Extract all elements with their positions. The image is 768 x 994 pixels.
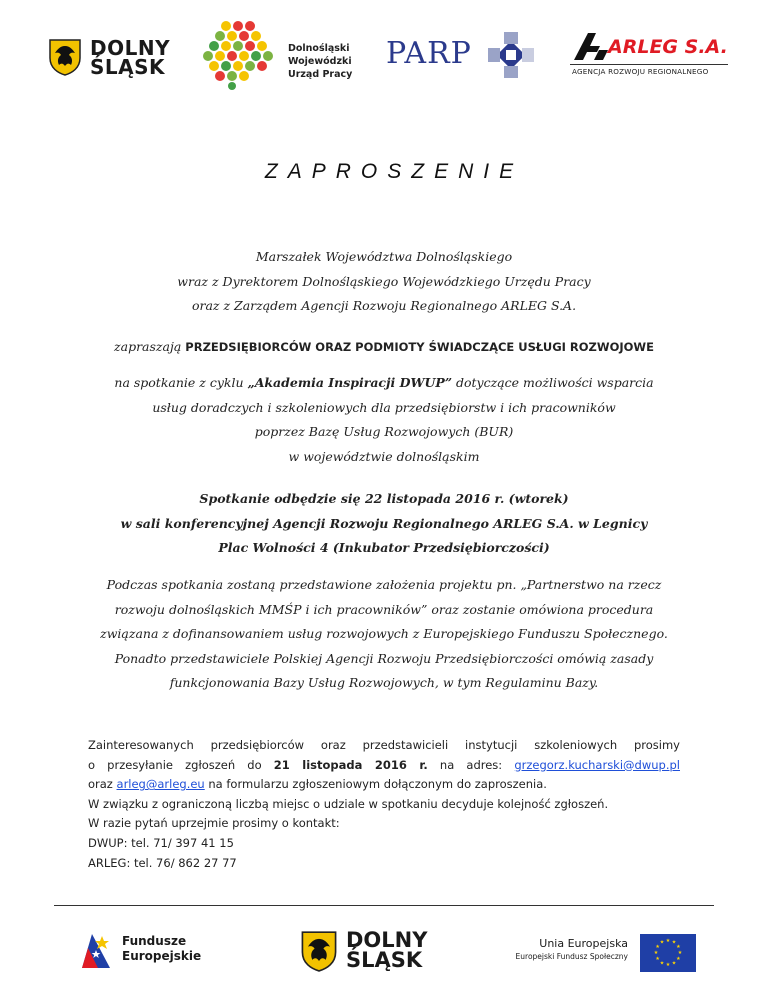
eu-line2: Europejski Fundusz Społeczny — [515, 952, 628, 961]
contact-line3-prefix: oraz — [88, 777, 117, 792]
eu-flag-icon — [640, 934, 696, 972]
description-line: Podczas spotkania zostaną przedstawione założenia projektu pn. „Partnerstwo na rzecz — [106, 577, 662, 592]
dwup-line2: Wojewódzki — [288, 56, 352, 67]
eu-text — [498, 936, 628, 962]
fundusze-europejskie-logo — [76, 928, 216, 978]
dwup-line1: Dolnośląski — [288, 43, 350, 54]
svg-text:★: ★ — [677, 950, 683, 956]
invite-line — [0, 335, 768, 360]
intro-line: Marszałek Województwa Dolnośląskiego — [255, 249, 513, 264]
dolny-slask-footer-logo — [300, 930, 430, 974]
svg-text:★: ★ — [671, 939, 677, 946]
meeting-prefix: na spotkanie z cyklu — [114, 375, 248, 390]
svg-text:★: ★ — [659, 939, 665, 946]
parp-arrows-icon — [486, 30, 536, 80]
svg-text:★: ★ — [655, 956, 660, 962]
eu-logo — [498, 934, 698, 978]
svg-text:★: ★ — [676, 956, 681, 962]
dwup-hexagon-map-icon — [198, 20, 278, 90]
contact-line: ARLEG: tel. 76/ 862 27 77 — [88, 855, 237, 870]
fe-text — [122, 934, 201, 964]
meeting-line: w województwie dolnośląskim — [288, 448, 480, 464]
svg-text:★: ★ — [665, 938, 671, 944]
fe-line1: Fundusze — [122, 934, 187, 948]
description-line: związana z dofinansowaniem usług rozwojowych z Europejskiego Funduszu Społecznego. — [100, 626, 668, 641]
dolny-slask-logo — [48, 38, 173, 78]
description-line: funkcjonowania Bazy Usług Rozwojowych, w tym Regulaminu Bazy. — [169, 675, 599, 690]
intro-line: oraz z Zarządem Agencji Rozwoju Regionalnego ARLEG S.A. — [191, 298, 577, 313]
contact-line3-suffix: na formularzu zgłoszeniowym dołączonym do zaproszenia. — [204, 777, 547, 792]
dwup-logo-text — [288, 42, 352, 81]
meeting-line — [0, 371, 768, 396]
details-line: Plac Wolności 4 (Inkubator Przedsiębiorczości) — [218, 540, 550, 555]
description-line: Ponadto przedstawiciele Polskiej Agencji Rozwoju Przedsiębiorczości omówią zasady — [114, 650, 654, 666]
parp-text: PARP — [386, 36, 472, 71]
arleg-underline — [570, 64, 728, 65]
intro-line: wraz z Dyrektorem Dolnośląskiego Wojewódzkiego Urzędu Pracy — [177, 273, 591, 289]
arleg-a-mark-icon — [570, 30, 610, 62]
arleg-name: ARLEG S.A. — [608, 36, 728, 58]
contact-line: DWUP: tel. 71/ 397 41 15 — [88, 835, 234, 850]
svg-text:★: ★ — [676, 944, 681, 950]
footer-dolny-slask-line1: DOLNY — [346, 928, 428, 952]
contact-line — [88, 756, 680, 776]
dolny-slask-line1: DOLNY — [90, 36, 171, 60]
email-link-dwup[interactable]: grzegorz.kucharski@dwup.pl — [514, 757, 680, 772]
arleg-logo — [570, 30, 730, 80]
contact-deadline: 21 listopada 2016 r. — [273, 757, 428, 772]
contact-line: Zainteresowanych przedsiębiorców oraz przedstawicieli instytucji szkoleniowych prosimy — [88, 738, 680, 752]
dolny-slask-line2: ŚLĄSK — [90, 55, 166, 79]
parp-logo — [386, 30, 546, 82]
contact-block — [88, 736, 680, 873]
fe-line2: Europejskie — [122, 949, 202, 963]
description-block — [0, 573, 768, 696]
meeting-block — [0, 371, 768, 469]
footer-divider — [54, 905, 714, 906]
svg-text:★: ★ — [665, 962, 671, 968]
meeting-line: usług doradczych i szkoleniowych dla przedsiębiorstw i ich pracowników — [152, 399, 616, 415]
intro-block — [0, 245, 768, 319]
contact-line: W związku z ograniczoną liczbą miejsc o udziale w spotkaniu decyduje kolejność zgłoszeń. — [88, 796, 609, 811]
contact-line2-mid: na adres: — [427, 757, 515, 772]
eu-line1: Unia Europejska — [539, 937, 628, 950]
eagle-crest-icon — [300, 930, 338, 972]
eagle-crest-icon — [48, 38, 82, 76]
contact-line: W razie pytań uprzejmie prosimy o kontakt: — [88, 816, 340, 831]
header-logos — [0, 0, 768, 110]
svg-text:★: ★ — [671, 960, 677, 967]
svg-text:★: ★ — [653, 950, 659, 956]
footer-logos — [0, 910, 768, 994]
fe-stars-icon — [76, 928, 116, 974]
meeting-line: poprzez Bazę Usług Rozwojowych (BUR) — [254, 424, 514, 439]
page-title: ZAPROSZENIE — [264, 160, 524, 183]
dwup-line3: Urząd Pracy — [288, 69, 353, 80]
details-line: w sali konferencyjnej Agencji Rozwoju Regionalnego ARLEG S.A. w Legnicy — [120, 515, 648, 531]
dwup-logo — [198, 20, 368, 92]
invite-prefix: zapraszają — [114, 339, 186, 354]
meeting-series: „Akademia Inspiracji DWUP” — [247, 375, 453, 390]
contact-line2-prefix: o przesyłanie zgłoszeń do — [88, 757, 274, 772]
svg-text:★: ★ — [659, 960, 665, 967]
description-line: rozwoju dolnośląskich MMŚP i ich pracowników” oraz zostanie omówiona procedura — [114, 601, 654, 617]
invite-audience: PRZEDSIĘBIORCÓW ORAZ PODMIOTY ŚWIADCZĄCE USŁUGI ROZWOJOWE — [185, 340, 654, 354]
details-line: Spotkanie odbędzie się 22 listopada 2016 r. (wtorek) — [199, 491, 569, 506]
details-block — [0, 487, 768, 561]
footer-dolny-slask-line2: ŚLĄSK — [346, 948, 423, 972]
contact-line — [88, 775, 680, 795]
arleg-subtitle: AGENCJA ROZWOJU REGIONALNEGO — [572, 67, 709, 76]
email-link-arleg[interactable]: arleg@arleg.eu — [116, 777, 205, 792]
svg-text:★: ★ — [655, 944, 660, 950]
meeting-suffix: dotyczące możliwości wsparcia — [452, 375, 654, 390]
